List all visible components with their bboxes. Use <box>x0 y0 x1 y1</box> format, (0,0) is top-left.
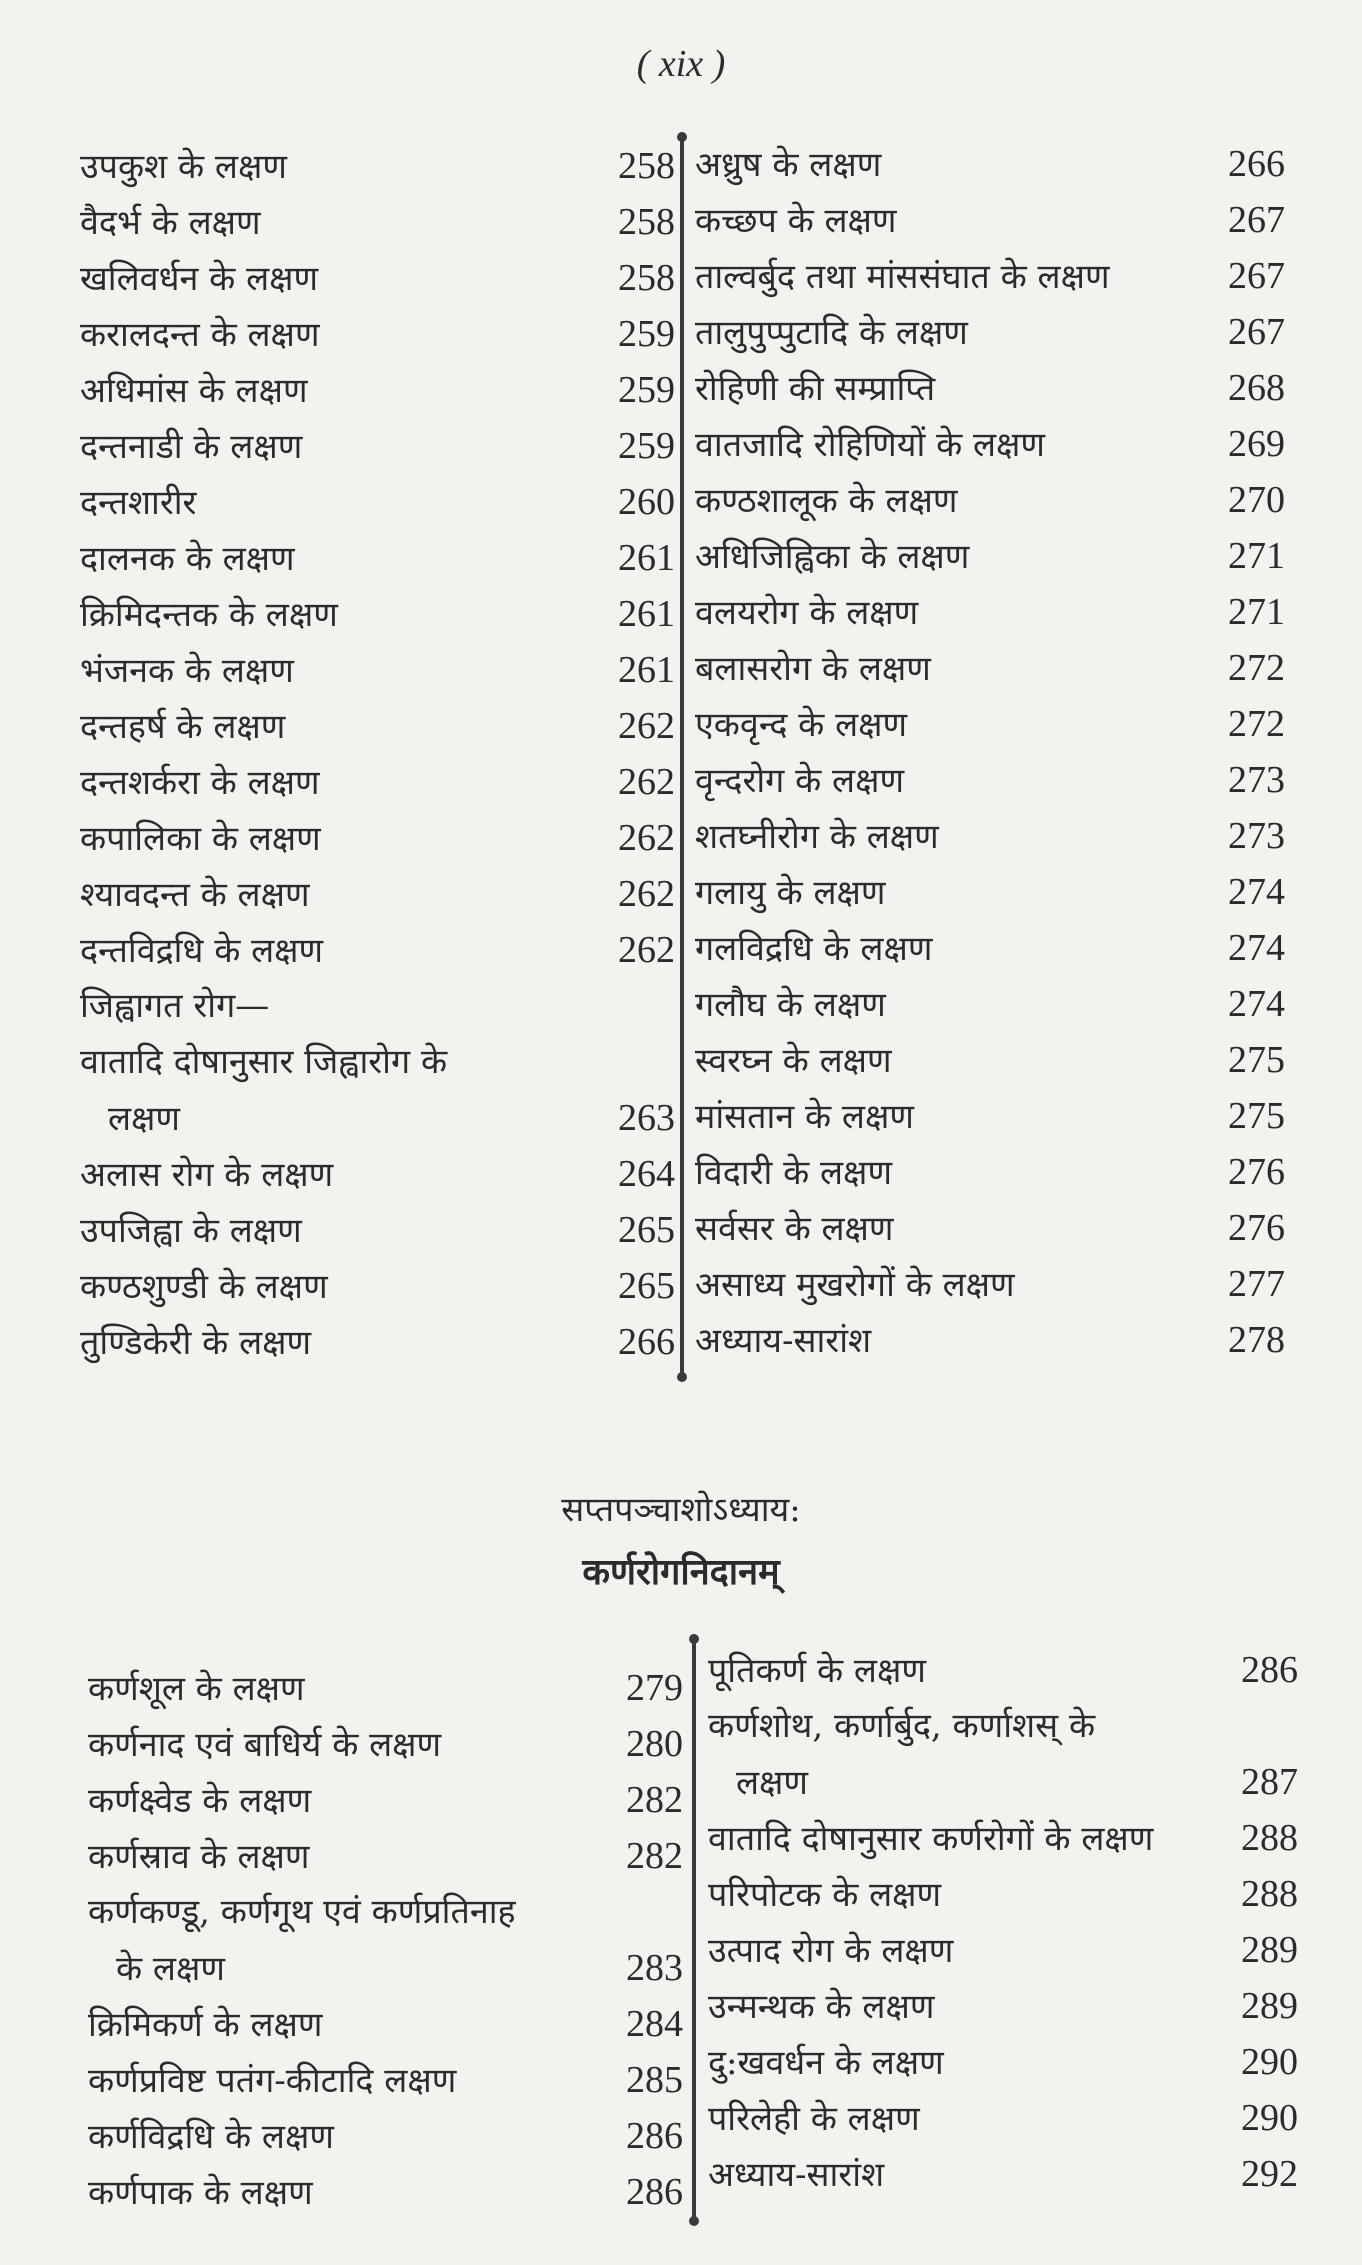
toc-entry <box>695 976 1285 1032</box>
chapter-subtitle: सप्तपञ्चाशोऽध्याय: <box>561 1490 801 1530</box>
toc-entry-page: 262 <box>618 705 675 747</box>
toc-entry-title: तुण्डिकेरी के लक्षण <box>80 1323 312 1363</box>
toc-entry-title: वातजादि रोहिणियों के लक्षण <box>695 425 1046 465</box>
toc-entry-title: कर्णकण्डू, कर्णगूथ एवं कर्णप्रतिनाह <box>88 1892 516 1932</box>
toc-entry-page: 258 <box>618 145 675 187</box>
toc-entry-title: गलविद्रधि के लक्षण <box>695 929 933 969</box>
toc-entry-title: मांसतान के लक्षण <box>695 1097 914 1137</box>
toc-entry-title: बलासरोग के लक्षण <box>695 649 931 689</box>
column-divider-2 <box>692 1640 696 2220</box>
toc-entry <box>80 1314 675 1370</box>
toc-entry-title: अलास रोग के लक्षण <box>80 1155 334 1195</box>
toc-entry <box>80 306 675 362</box>
toc-entry-page: 265 <box>618 1265 675 1307</box>
toc-entry-title: सर्वसर के लक्षण <box>695 1209 894 1249</box>
toc-entry-title: कर्णनाद एवं बाधिर्य के लक्षण <box>88 1725 442 1765</box>
toc-entry <box>88 1940 683 1996</box>
toc-entry <box>88 1660 683 1716</box>
toc-entry-title: उपजिह्वा के लक्षण <box>80 1211 302 1251</box>
toc-entry-title: जिह्वागत रोग— <box>80 986 270 1026</box>
toc-entry-title: वातादि दोषानुसार जिह्वारोग के <box>80 1042 448 1082</box>
toc-entry-title: खलिवर्धन के लक्षण <box>80 259 319 299</box>
toc-entry-page: 259 <box>618 313 675 355</box>
toc-entry-title: अध्याय-सारांश <box>708 2155 885 2195</box>
toc-entry-title: दन्तशारीर <box>80 483 197 523</box>
toc-entry-page: 258 <box>618 257 675 299</box>
toc-entry-title: क्रिमिकर्ण के लक्षण <box>88 2005 323 2045</box>
toc-section-2-right <box>708 1642 1298 2202</box>
toc-entry-title: असाध्य मुखरोगों के लक्षण <box>695 1265 1015 1305</box>
toc-entry <box>88 2052 683 2108</box>
toc-entry <box>80 474 675 530</box>
toc-entry-title: गलायु के लक्षण <box>695 873 886 913</box>
toc-left-column <box>80 138 675 1370</box>
toc-entry-page: 268 <box>1228 367 1285 409</box>
toc-entry-page: 274 <box>1228 983 1285 1025</box>
toc-entry-page: 262 <box>618 929 675 971</box>
toc-entry-page: 288 <box>1241 1873 1298 1915</box>
toc-entry <box>708 1866 1298 1922</box>
toc-entry-page: 284 <box>626 2003 683 2045</box>
toc-entry <box>88 1884 683 1940</box>
toc-entry-page: 271 <box>1228 591 1285 633</box>
toc-section-1-right <box>695 136 1285 1368</box>
toc-entry-title: दन्तनाडी के लक्षण <box>80 427 303 467</box>
toc-entry-page: 264 <box>618 1153 675 1195</box>
toc-entry-title: परिपोटक के लक्षण <box>708 1875 942 1915</box>
toc-entry <box>80 866 675 922</box>
toc-entry <box>80 1202 675 1258</box>
toc-entry <box>695 808 1285 864</box>
toc-entry-title: उत्पाद रोग के लक्षण <box>708 1931 954 1971</box>
toc-entry-title: उपकुश के लक्षण <box>80 147 287 187</box>
toc-entry <box>88 1996 683 2052</box>
toc-entry <box>695 584 1285 640</box>
toc-entry-page: 259 <box>618 425 675 467</box>
toc-entry-page: 266 <box>618 1321 675 1363</box>
toc-entry-title: के लक्षण <box>116 1949 225 1989</box>
toc-entry-title: अध्रुष के लक्षण <box>695 145 882 185</box>
toc-entry-page: 259 <box>618 369 675 411</box>
toc-entry-page: 285 <box>626 2059 683 2101</box>
toc-entry-page: 283 <box>626 1947 683 1989</box>
toc-entry-page: 290 <box>1241 2097 1298 2139</box>
toc-entry-page: 261 <box>618 593 675 635</box>
toc-entry-page: 282 <box>626 1835 683 1877</box>
toc-entry <box>80 530 675 586</box>
toc-entry <box>695 360 1285 416</box>
toc-entry <box>695 1256 1285 1312</box>
toc-entry-title: अधिमांस के लक्षण <box>80 371 308 411</box>
toc-entry-title: परिलेही के लक्षण <box>708 2099 920 2139</box>
toc-entry-title: करालदन्त के लक्षण <box>80 315 320 355</box>
toc-entry <box>695 864 1285 920</box>
toc-entry-title: पूतिकर्ण के लक्षण <box>708 1651 926 1691</box>
toc-entry <box>695 528 1285 584</box>
toc-entry-page: 290 <box>1241 2041 1298 2083</box>
toc-entry-title: रोहिणी की सम्प्राप्ति <box>695 369 936 409</box>
toc-entry <box>708 2146 1298 2202</box>
toc-entry <box>80 362 675 418</box>
toc-entry <box>80 1034 675 1090</box>
toc-entry-title: शतघ्नीरोग के लक्षण <box>695 817 939 857</box>
toc-entry-page: 266 <box>1228 143 1285 185</box>
toc-entry <box>708 1978 1298 2034</box>
toc-right-column-2 <box>708 1642 1298 2202</box>
toc-entry-title: दु:खवर्धन के लक्षण <box>708 2043 944 2083</box>
toc-entry-title: कर्णक्ष्वेड के लक्षण <box>88 1781 312 1821</box>
toc-left-column-2 <box>88 1660 683 2220</box>
toc-entry-page: 271 <box>1228 535 1285 577</box>
chapter-title: कर्णरोगनिदानम् <box>582 1551 780 1593</box>
toc-entry-page: 286 <box>626 2115 683 2157</box>
toc-entry <box>695 640 1285 696</box>
toc-entry-page: 273 <box>1228 815 1285 857</box>
toc-entry-title: दन्तशर्करा के लक्षण <box>80 763 320 803</box>
toc-entry-title: कर्णस्राव के लक्षण <box>88 1837 310 1877</box>
toc-entry-page: 265 <box>618 1209 675 1251</box>
toc-entry-page: 282 <box>626 1779 683 1821</box>
toc-entry <box>695 416 1285 472</box>
toc-entry <box>80 586 675 642</box>
toc-entry-title: दालनक के लक्षण <box>80 539 295 579</box>
toc-entry <box>80 754 675 810</box>
toc-entry <box>695 920 1285 976</box>
toc-entry-page: 262 <box>618 761 675 803</box>
toc-entry-title: अध्याय-सारांश <box>695 1321 872 1361</box>
column-divider <box>680 138 684 1376</box>
toc-right-column <box>695 136 1285 1368</box>
toc-entry-page: 267 <box>1228 311 1285 353</box>
toc-entry-title: वृन्दरोग के लक्षण <box>695 761 905 801</box>
toc-entry-page: 276 <box>1228 1151 1285 1193</box>
toc-entry-title: वैदर्भ के लक्षण <box>80 203 261 243</box>
toc-entry <box>80 922 675 978</box>
toc-entry-title: दन्तहर्ष के लक्षण <box>80 707 286 747</box>
toc-entry-title: श्यावदन्त के लक्षण <box>80 875 310 915</box>
toc-entry <box>695 1144 1285 1200</box>
toc-entry-page: 292 <box>1241 2153 1298 2195</box>
toc-entry-page: 280 <box>626 1723 683 1765</box>
toc-entry-page: 276 <box>1228 1207 1285 1249</box>
toc-entry-page: 275 <box>1228 1095 1285 1137</box>
toc-entry-page: 258 <box>618 201 675 243</box>
toc-entry-title: दन्तविद्रधि के लक्षण <box>80 931 324 971</box>
toc-entry <box>695 136 1285 192</box>
toc-entry <box>708 1642 1298 1698</box>
toc-section-2 <box>88 1660 683 2220</box>
toc-entry <box>80 250 675 306</box>
toc-entry <box>695 1088 1285 1144</box>
toc-entry <box>708 1810 1298 1866</box>
toc-entry <box>708 2090 1298 2146</box>
toc-entry <box>695 304 1285 360</box>
toc-entry-page: 262 <box>618 817 675 859</box>
toc-entry <box>80 1146 675 1202</box>
toc-entry-title: कर्णविद्रधि के लक्षण <box>88 2117 334 2157</box>
toc-entry-page: 267 <box>1228 199 1285 241</box>
toc-entry <box>80 810 675 866</box>
toc-entry <box>708 1754 1298 1810</box>
toc-entry <box>695 1032 1285 1088</box>
toc-entry <box>695 472 1285 528</box>
toc-entry-title: कर्णशूल के लक्षण <box>88 1669 305 1709</box>
toc-entry <box>695 248 1285 304</box>
toc-entry-title: लक्षण <box>736 1763 809 1803</box>
toc-entry <box>80 418 675 474</box>
toc-entry <box>695 1312 1285 1368</box>
toc-entry-title: वातादि दोषानुसार कर्णरोगों के लक्षण <box>708 1819 1154 1859</box>
toc-entry-title: अधिजिह्विका के लक्षण <box>695 537 970 577</box>
toc-entry-title: लक्षण <box>108 1099 181 1139</box>
toc-entry <box>80 978 675 1034</box>
toc-entry-page: 270 <box>1228 479 1285 521</box>
toc-entry-title: कर्णप्रविष्ट पतंग-कीटादि लक्षण <box>88 2061 457 2101</box>
toc-entry <box>695 192 1285 248</box>
toc-entry-title: ताल्वर्बुद तथा मांससंघात के लक्षण <box>695 257 1110 297</box>
toc-entry <box>88 1716 683 1772</box>
toc-entry-title: एकवृन्द के लक्षण <box>695 705 908 745</box>
toc-entry-title: गलौघ के लक्षण <box>695 985 886 1025</box>
toc-entry-page: 286 <box>626 2171 683 2213</box>
toc-entry-title: भंजनक के लक्षण <box>80 651 294 691</box>
toc-entry <box>80 642 675 698</box>
toc-entry-title: क्रिमिदन्तक के लक्षण <box>80 595 338 635</box>
toc-entry-title: वलयरोग के लक्षण <box>695 593 919 633</box>
toc-entry-page: 289 <box>1241 1985 1298 2027</box>
toc-entry-page: 286 <box>1241 1649 1298 1691</box>
toc-entry-page: 279 <box>626 1667 683 1709</box>
toc-entry-page: 273 <box>1228 759 1285 801</box>
toc-entry <box>695 696 1285 752</box>
toc-entry <box>695 1200 1285 1256</box>
toc-entry-page: 262 <box>618 873 675 915</box>
toc-entry-page: 274 <box>1228 871 1285 913</box>
toc-entry-page: 289 <box>1241 1929 1298 1971</box>
toc-entry <box>695 752 1285 808</box>
toc-entry-page: 275 <box>1228 1039 1285 1081</box>
toc-entry <box>708 2034 1298 2090</box>
toc-entry <box>88 1828 683 1884</box>
toc-entry <box>80 698 675 754</box>
toc-entry-page: 261 <box>618 649 675 691</box>
toc-entry-page: 278 <box>1228 1319 1285 1361</box>
toc-entry-title: उन्मन्थक के लक्षण <box>708 1987 935 2027</box>
toc-entry-page: 277 <box>1228 1263 1285 1305</box>
toc-entry-page: 287 <box>1241 1761 1298 1803</box>
toc-entry <box>88 2108 683 2164</box>
toc-entry <box>80 1090 675 1146</box>
toc-entry-title: कण्ठशालूक के लक्षण <box>695 481 958 521</box>
toc-entry-page: 260 <box>618 481 675 523</box>
toc-entry-title: कण्ठशुण्डी के लक्षण <box>80 1267 328 1307</box>
toc-entry-title: कच्छप के लक्षण <box>695 201 897 241</box>
page-number: ( xix ) <box>636 43 726 85</box>
toc-entry <box>708 1922 1298 1978</box>
toc-entry-page: 267 <box>1228 255 1285 297</box>
toc-entry <box>708 1698 1298 1754</box>
toc-entry-page: 272 <box>1228 647 1285 689</box>
toc-entry-title: कपालिका के लक्षण <box>80 819 321 859</box>
toc-section-1 <box>80 138 675 1370</box>
toc-entry <box>80 1258 675 1314</box>
toc-entry <box>88 1772 683 1828</box>
toc-entry-page: 288 <box>1241 1817 1298 1859</box>
toc-entry <box>88 2164 683 2220</box>
toc-entry-page: 261 <box>618 537 675 579</box>
toc-entry-page: 274 <box>1228 927 1285 969</box>
toc-entry <box>80 194 675 250</box>
toc-entry-page: 263 <box>618 1097 675 1139</box>
toc-entry-page: 269 <box>1228 423 1285 465</box>
toc-entry-page: 272 <box>1228 703 1285 745</box>
toc-entry-title: विदारी के लक्षण <box>695 1153 893 1193</box>
toc-entry-title: तालुपुप्पुटादि के लक्षण <box>695 313 968 353</box>
toc-entry-title: स्वरघ्न के लक्षण <box>695 1041 892 1081</box>
toc-entry-title: कर्णशोथ, कर्णार्बुद, कर्णाशस् के <box>708 1706 1096 1746</box>
toc-entry <box>80 138 675 194</box>
toc-entry-title: कर्णपाक के लक्षण <box>88 2173 313 2213</box>
